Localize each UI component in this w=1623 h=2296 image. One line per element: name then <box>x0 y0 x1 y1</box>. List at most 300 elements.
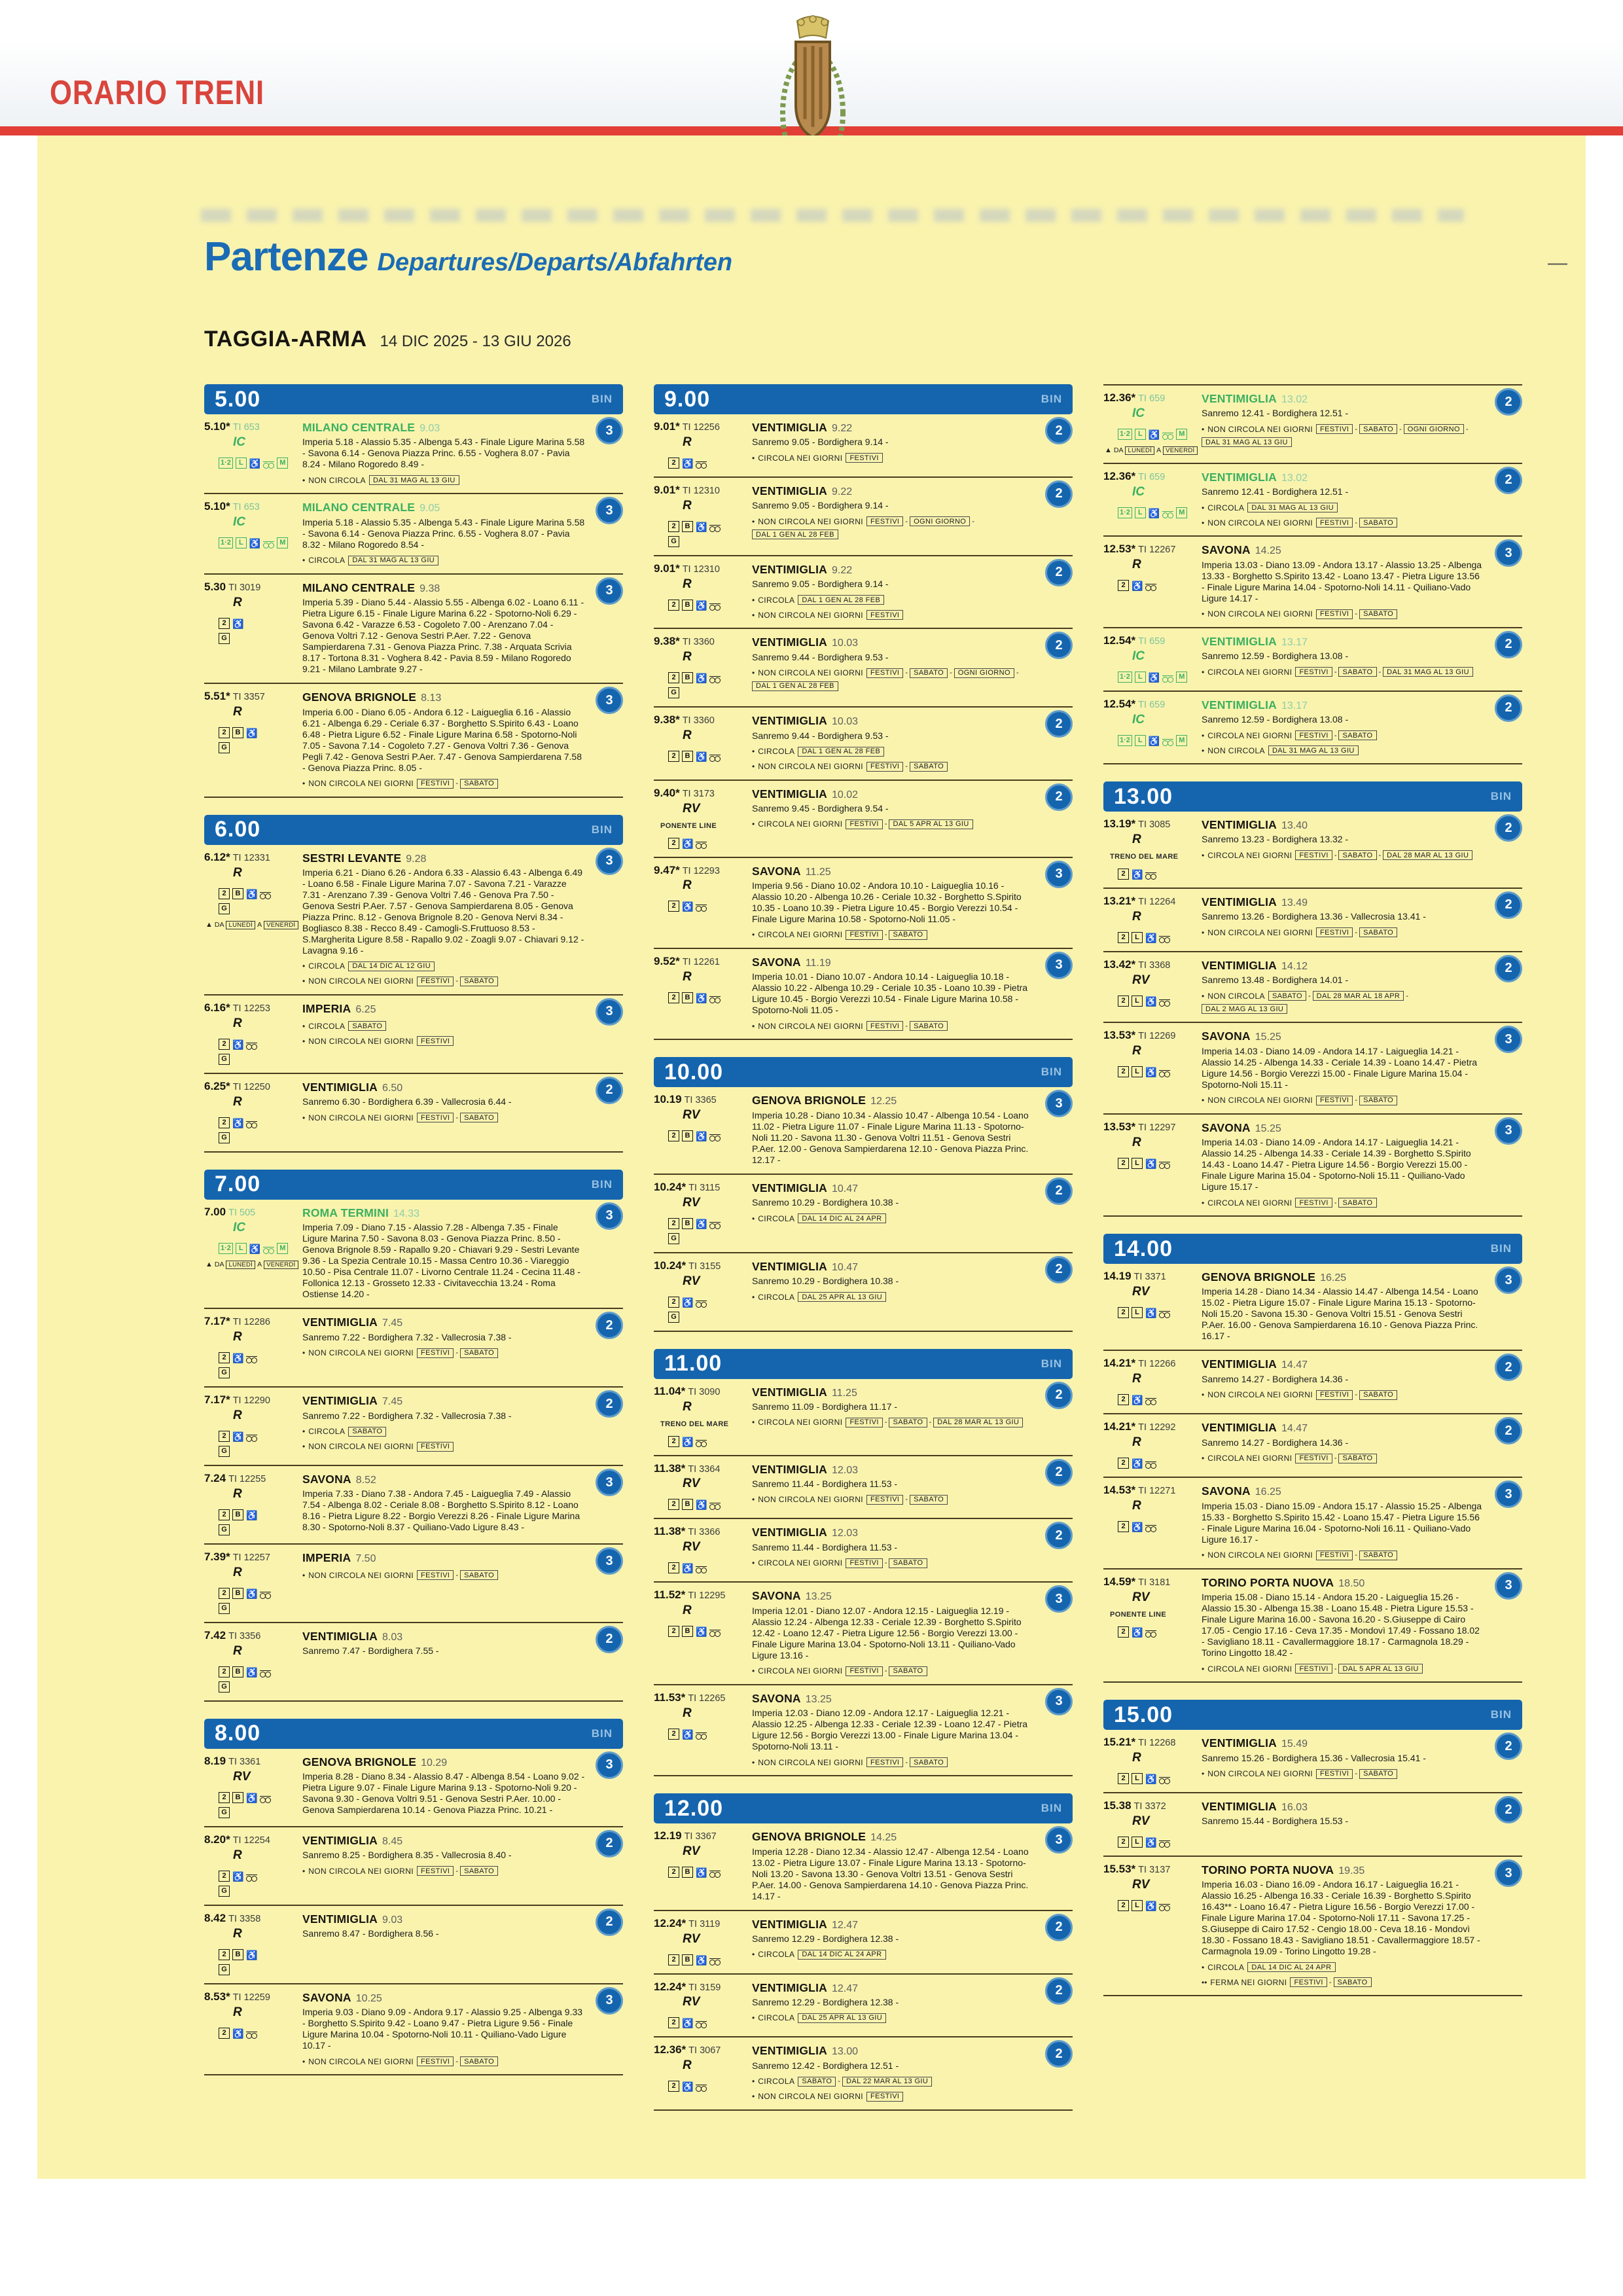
train-type-badge: R <box>683 969 692 984</box>
timetable-entry <box>204 1623 623 1702</box>
note-bullet-icon: • <box>752 516 755 526</box>
regional-g-icon: G <box>219 1367 230 1378</box>
departure-time: 10.19 <box>654 1093 682 1106</box>
service-note <box>1202 1551 1484 1560</box>
note-tag: FESTIVI <box>846 1666 882 1676</box>
tag-joiner: - <box>1016 669 1019 677</box>
bike-icon <box>709 676 721 683</box>
timetable-entry <box>204 1984 623 2075</box>
train-type-badge: RV <box>683 1108 700 1122</box>
note-label: CIRCOLA <box>758 595 795 605</box>
hour-section <box>204 1170 623 1702</box>
entry-detail <box>302 852 623 986</box>
intermediate-stops: Imperia 10.28 - Diano 10.34 - Alassio 10.47 - Albenga 10.54 - Loano 11.02 - Pietra Ligure 11.07 - Finale Ligure Marina 11.13 - Spotorno-Noli 11.20 - Savona 11.30 - Genova Voltri 11.51 - Genova Sestri P.Aer. 12.00 - Genova Sampierdarena 12.10 - Genova Piazza Princ. 12.17 - <box>752 1109 1029 1165</box>
entry-detail <box>302 691 623 788</box>
intermediate-stops: Sanremo 9.45 - Bordighera 9.54 - <box>752 802 889 814</box>
tag-joiner: - <box>1355 928 1358 937</box>
note-label: CIRCOLA NEI GIORNI <box>758 1666 843 1676</box>
train-type-badge: RV <box>683 1540 700 1554</box>
tag-joiner: - <box>1355 1391 1358 1399</box>
note-tag: SABATO <box>1359 1390 1397 1400</box>
timetable-entry <box>654 1823 1073 1910</box>
tag-joiner: - <box>1334 851 1337 859</box>
timetable-entry <box>204 1309 623 1388</box>
weekday-tag: VENERDÌ <box>1163 446 1197 455</box>
amenity-icons <box>219 618 302 629</box>
departure-time: 11.52* <box>654 1588 686 1602</box>
note-label: NON CIRCOLA NEI GIORNI <box>308 977 414 986</box>
note-bullet-icon: • <box>302 2056 306 2066</box>
intermediate-stops: Sanremo 9.05 - Bordighera 9.14 - <box>752 500 889 511</box>
departure-time: 14.19 <box>1103 1270 1132 1283</box>
service-note <box>752 747 1035 757</box>
note-tag: SABATO <box>1359 609 1397 619</box>
tag-joiner: - <box>455 1349 459 1357</box>
bike-icon <box>696 461 707 469</box>
destination: MILANO CENTRALE <box>302 421 416 434</box>
platform-badge: 2 <box>1495 814 1522 842</box>
train-type-badge: RV <box>1132 1877 1150 1892</box>
amenity-icons <box>1118 869 1202 880</box>
timetable-column <box>654 384 1073 2111</box>
intermediate-stops: Sanremo 12.41 - Bordighera 12.51 - <box>1202 408 1349 419</box>
note-tag: OGNI GIORNO <box>1404 424 1464 434</box>
second-class-icon: 2 <box>668 1130 679 1141</box>
wheelchair-icon: ♿ <box>1132 1458 1143 1469</box>
train-type-badge: R <box>233 1094 242 1109</box>
intermediate-stops: Imperia 15.08 - Diano 15.14 - Andora 15.20 - Laigueglia 15.26 - Alassio 15.30 - Albenga 15.38 - Loano 15.48 - Pietra Ligure 15.53 - Finale Ligure Marina 16.00 - Savona 16.20 - S.Giuseppe di Cairo 17.05 - Cengio 17.16 - Ceva 17.35 - Mondovì 17.49 - Fossano 18.02 - Savigliano 18.11 - Cavallermaggiore 18.17 - Carmagnola 18.29 - Torino Lingotto 18.42 - <box>1202 1592 1480 1659</box>
service-note <box>1202 1664 1484 1674</box>
train-type-badge: R <box>233 705 242 719</box>
timetable-entry <box>1103 692 1522 764</box>
tag-joiner: - <box>1334 731 1337 740</box>
note-tag: DAL 2 MAG AL 13 GIU <box>1202 1004 1287 1014</box>
note-tag: DAL 31 MAG AL 13 GIU <box>1383 667 1473 677</box>
train-code: TI 3356 <box>228 1630 261 1641</box>
second-class-icon: 2 <box>668 457 679 469</box>
hour-label: 15.00 <box>1114 1702 1173 1727</box>
note-tag: SABATO <box>460 2056 498 2066</box>
train-code: TI 3115 <box>688 1182 721 1193</box>
platform-badge: 2 <box>1495 1354 1522 1381</box>
destination: IMPERIA <box>302 1551 351 1565</box>
timetable-entry <box>1103 1023 1522 1114</box>
bike-icon <box>709 996 721 1003</box>
entry-detail <box>752 2044 1073 2101</box>
note-label: NON CIRCOLA NEI GIORNI <box>758 762 864 772</box>
wheelchair-icon: ♿ <box>1132 1626 1143 1638</box>
note-tag: FESTIVI <box>1295 730 1332 740</box>
entry-detail <box>302 1081 623 1143</box>
note-label: NON CIRCOLA NEI GIORNI <box>1207 1551 1313 1560</box>
fold-mark: — <box>1548 252 1567 274</box>
train-code: TI 3371 <box>1133 1272 1166 1283</box>
tag-joiner: - <box>905 762 908 771</box>
departure-time: 7.42 <box>204 1628 226 1641</box>
train-subline: PONENTE LINE <box>660 821 717 830</box>
note-tag: FESTIVI <box>866 1495 903 1505</box>
timetable-entry <box>654 1379 1073 1456</box>
note-tag: DAL 1 GEN AL 28 FEB <box>752 681 838 691</box>
service-class-icon: B <box>682 1130 693 1141</box>
destination: VENTIMIGLIA <box>302 1833 378 1847</box>
platform-badge: 2 <box>1045 1977 1073 2005</box>
note-bullet-icon: • <box>752 1021 755 1031</box>
hour-header <box>654 1057 1073 1087</box>
hour-label: 10.00 <box>664 1059 724 1085</box>
entry-detail <box>1202 543 1522 619</box>
regional-g-icon: G <box>668 687 679 698</box>
train-type-badge: R <box>1132 1372 1141 1386</box>
minibar-icon: M <box>1176 735 1187 746</box>
note-tag: DAL 31 MAG AL 13 GIU <box>348 556 438 565</box>
second-class-icon: 2 <box>1118 1773 1129 1784</box>
minibar-icon: M <box>277 537 288 548</box>
hour-header <box>204 384 623 414</box>
weekday-note-text: DA <box>1113 446 1124 455</box>
amenity-icons <box>1118 1458 1202 1469</box>
wheelchair-icon: ♿ <box>232 1039 244 1050</box>
second-class-icon: 2 <box>668 992 679 1003</box>
amenity-icons <box>219 1039 302 1050</box>
platform-badge: 3 <box>596 1469 623 1496</box>
bike-icon <box>246 1043 257 1050</box>
note-tag: FESTIVI <box>1316 609 1353 619</box>
timetable-entry <box>204 1545 623 1623</box>
note-tag: FESTIVI <box>1290 1977 1327 1987</box>
timetable-entry <box>1103 1115 1522 1217</box>
entry-detail <box>752 1981 1073 2029</box>
entry-train-info <box>204 1630 302 1693</box>
amenity-icons <box>219 1588 302 1599</box>
entry-train-info <box>1103 1420 1205 1469</box>
amenity-icons <box>1118 1158 1202 1169</box>
intermediate-stops: Imperia 15.03 - Diano 15.09 - Andora 15.17 - Alassio 15.25 - Albenga 15.33 - Borghetto S.Spirito 15.42 - Loano 15.47 - Pietra Ligure 15.56 - Finale Ligure Marina 16.04 - Spotorno-Noli 16.11 - Quiliano-Vado Ligure 16.17 - <box>1202 1500 1482 1545</box>
note-tag: FESTIVI <box>417 977 454 986</box>
service-note <box>752 1757 1035 1767</box>
wheelchair-icon: ♿ <box>246 1949 258 1960</box>
platform-badge: 2 <box>596 1390 623 1418</box>
departure-time: 14.21* <box>1103 1420 1136 1433</box>
entry-detail <box>1202 1030 1522 1105</box>
arrival-time: 16.25 <box>1320 1272 1347 1284</box>
entry-detail <box>302 1630 623 1693</box>
train-type-badge: R <box>233 595 242 609</box>
tag-joiner: - <box>838 2077 841 2086</box>
note-bullet-icon: • <box>752 1558 755 1568</box>
arrival-time: 9.38 <box>419 583 440 594</box>
destination: VENTIMIGLIA <box>752 1462 827 1476</box>
weekday-note-text: DA <box>214 1261 224 1269</box>
note-tag: DAL 25 APR AL 13 GIU <box>798 1292 886 1302</box>
service-note <box>1202 745 1484 755</box>
service-note <box>752 2092 1035 2102</box>
note-tag: FESTIVI <box>417 1866 454 1876</box>
intermediate-stops: Imperia 14.03 - Diano 14.09 - Andora 14.17 - Laigueglia 14.21 - Alassio 14.25 - Albenga 14.33 - Ceriale 14.39 - Borghetto S.Spirito 14.43 - Loano 14.47 - Pietra Ligure 14.56 - Borgio Verezzi 15.00 - Finale Ligure Marina 15.04 - Spotorno-Noli 15.11 - Quiliano-Vado Ligure 15.17 - <box>1202 1137 1471 1193</box>
bike-icon <box>1145 584 1156 591</box>
wheelchair-icon: ♿ <box>249 457 261 469</box>
first-second-class-icon: 1·2 <box>1118 507 1132 518</box>
second-class-icon: 2 <box>668 1218 679 1229</box>
page-title: ORARIO TRENI <box>50 74 264 112</box>
note-bullet-icon: • <box>752 1950 755 1960</box>
hour-section <box>204 1719 623 2075</box>
entry-train-info <box>654 714 752 771</box>
departure-time: 6.12* <box>204 850 230 863</box>
service-note <box>752 819 1035 829</box>
intermediate-stops: Sanremo 7.22 - Bordighera 7.32 - Vallecrosia 7.38 - <box>302 1410 512 1421</box>
validity-dates: 14 DIC 2025 - 13 GIU 2026 <box>380 332 571 350</box>
entry-train-info <box>654 1589 752 1676</box>
arrival-time: 10.03 <box>831 716 859 728</box>
train-code: TI 12266 <box>1138 1359 1176 1370</box>
entry-train-info <box>204 1834 302 1897</box>
note-tag: DAL 28 MAR AL 13 GIU <box>933 1418 1023 1427</box>
second-class-icon: 2 <box>668 672 679 683</box>
hour-header <box>654 1793 1073 1823</box>
entry-train-info <box>1103 1029 1205 1105</box>
arrival-time: 10.02 <box>831 789 859 800</box>
intermediate-stops: Imperia 16.03 - Diano 16.09 - Andora 16.17 - Laigueglia 16.21 - Alassio 16.25 - Albenga 16.33 - Ceriale 16.39 - Borghetto S.Spirito 16.43** - Loano 16.47 - Pietra Ligure 16.56 - Borgio Verezzi 17.00 - Finale Ligure Marina 17.04 - Spotorno-Noli 17.11 - Savona 17.25 - S.Giuseppe di Cairo 17.52 - Cengio 18.00 - Ceva 18.16 - Mondovì 18.30 - Fossano 18.43 - Savigliano 18.51 - Cavallermaggiore 18.57 - Carmagnola 19.09 - Torino Lingotto 19.28 - <box>1202 1879 1480 1957</box>
hour-section <box>654 1057 1073 1331</box>
intermediate-stops: Imperia 12.01 - Diano 12.07 - Andora 12.15 - Laigueglia 12.19 - Alassio 12.24 - Albenga 12.33 - Ceriale 12.39 - Borghetto S.Spirito 12.42 - Loano 12.47 - Pietra Ligure 12.56 - Borgio Verezzi 13.00 - Finale Ligure Marina 13.04 - Spotorno-Noli 13.11 - Quiliano-Vado Ligure 13.16 - <box>752 1605 1022 1660</box>
second-class-icon: 2 <box>668 2081 679 2092</box>
amenity-icons <box>1118 1900 1202 1911</box>
destination: VENTIMIGLIA <box>302 1080 378 1094</box>
destination: VENTIMIGLIA <box>1202 392 1277 405</box>
train-code: TI 12286 <box>232 1317 270 1328</box>
amenity-icons <box>668 2081 752 2092</box>
platform-badge: 3 <box>1495 1859 1522 1887</box>
departure-time: 8.20* <box>204 1833 230 1846</box>
entry-detail <box>752 714 1073 771</box>
service-note <box>302 779 585 789</box>
triangle-icon: ▲ <box>205 921 213 929</box>
arrival-time: 7.45 <box>382 1318 403 1329</box>
train-type-badge: RV <box>683 1274 700 1288</box>
destination: SAVONA <box>752 1691 801 1705</box>
wheelchair-icon: ♿ <box>682 838 694 849</box>
platform-badge: 3 <box>1045 952 1073 979</box>
amenity-icons <box>668 992 752 1003</box>
tag-joiner: - <box>1334 1454 1337 1463</box>
bike-icon <box>1159 1070 1170 1077</box>
second-class-icon: 2 <box>219 1431 230 1442</box>
entry-train-info <box>204 1991 302 2066</box>
service-note <box>752 1418 1035 1427</box>
train-type-badge: R <box>1132 1435 1141 1450</box>
amenity-icons <box>1118 735 1202 746</box>
train-type-badge: R <box>683 1706 692 1720</box>
bike-icon <box>1162 511 1173 518</box>
regional-g-icon: G <box>219 1886 230 1897</box>
triangle-icon: ▲ <box>1105 446 1112 455</box>
hour-section <box>654 384 1073 1040</box>
entry-detail <box>1202 959 1522 1014</box>
destination: SAVONA <box>752 864 801 878</box>
wheelchair-icon: ♿ <box>1145 1774 1157 1785</box>
entry-detail <box>1202 1357 1522 1405</box>
note-tag: DAL 31 MAG AL 13 GIU <box>1268 745 1359 755</box>
arrival-time: 9.28 <box>406 853 427 865</box>
wheelchair-icon: ♿ <box>1132 1395 1143 1406</box>
entry-detail <box>1202 895 1522 943</box>
intermediate-stops: Sanremo 12.59 - Bordighera 13.08 - <box>1202 651 1349 662</box>
note-bullet-icon: • <box>302 961 306 971</box>
train-code: TI 12253 <box>232 1003 270 1014</box>
departure-time: 12.54* <box>1103 697 1136 710</box>
timetable-entry <box>204 575 623 684</box>
train-subline: TRENO DEL MARE <box>1110 852 1179 861</box>
arrival-time: 16.03 <box>1281 1802 1308 1814</box>
service-class-icon: B <box>232 727 243 738</box>
note-bullet-icon: • <box>752 762 755 772</box>
intermediate-stops: Imperia 5.18 - Alassio 5.35 - Albenga 5.43 - Finale Ligure Marina 5.58 - Savona 6.14 - Genova Piazza Princ. 6.55 - Voghera 8.07 - Pavia 8.24 - Milano Rogoredo 8.49 - <box>302 437 585 470</box>
train-code: TI 3364 <box>688 1463 721 1475</box>
note-tag: DAL 14 DIC AL 12 GIU <box>348 961 435 971</box>
arrival-time: 9.03 <box>382 1914 403 1926</box>
hour-section <box>1103 1700 1522 1996</box>
service-class-icon: L <box>1135 507 1146 518</box>
departure-time: 11.38* <box>654 1462 686 1475</box>
entry-train-info <box>204 421 302 485</box>
train-code: TI 3372 <box>1133 1801 1166 1812</box>
destination: VENTIMIGLIA <box>752 1181 827 1194</box>
destination: GENOVA BRIGNOLE <box>752 1830 866 1844</box>
platform-badge: 3 <box>1045 1688 1073 1715</box>
amenity-icons <box>668 1436 752 1447</box>
departure-time: 15.21* <box>1103 1736 1136 1749</box>
service-note <box>1202 609 1484 619</box>
intermediate-stops: Sanremo 15.44 - Bordighera 15.53 - <box>1202 1816 1349 1827</box>
train-code: TI 12271 <box>1138 1486 1176 1497</box>
arrival-time: 6.25 <box>355 1003 376 1015</box>
hour-label: 12.00 <box>664 1795 724 1821</box>
entry-train-info <box>654 636 752 698</box>
train-code: TI 3067 <box>688 2045 721 2056</box>
tag-joiner: - <box>884 1667 887 1676</box>
timetable-entry <box>654 781 1073 858</box>
timetable-entry <box>654 1519 1073 1583</box>
wheelchair-icon: ♿ <box>1145 932 1157 943</box>
timetable-entry <box>1103 1351 1522 1414</box>
departure-time: 7.17* <box>204 1393 230 1407</box>
train-type-badge: IC <box>1132 406 1145 420</box>
tag-joiner: - <box>455 1571 459 1579</box>
destination: MILANO CENTRALE <box>302 501 416 514</box>
train-type-badge: RV <box>233 1769 251 1784</box>
note-bullet-icon: • <box>752 747 755 757</box>
arrival-time: 15.49 <box>1281 1738 1308 1750</box>
intermediate-stops: Sanremo 13.23 - Bordighera 13.32 - <box>1202 834 1349 845</box>
bin-label: BIN <box>591 1727 613 1740</box>
service-note <box>1202 1096 1484 1105</box>
intermediate-stops: Imperia 7.09 - Diano 7.15 - Alassio 7.28 - Albenga 7.35 - Finale Ligure Marina 7.50 - Savona 8.03 - Genova Piazza Princ. 8.50 - Genova Brignole 8.59 - Rapallo 9.20 - Chiavari 9.29 - Sestri Levante 9.36 - La Spezia Centrale 10.15 - Massa Centro 10.36 - Viareggio 10.50 - Pisa Centrale 11.07 - Livorno Centrale 11.24 - Cecina 11.48 - Follonica 12.13 - Grosseto 12.33 - Civitavecchia 13.24 - Roma Ostiense 14.20 - <box>302 1222 580 1300</box>
note-tag: FESTIVI <box>1295 1664 1332 1674</box>
timetable-entry <box>654 1087 1073 1174</box>
platform-badge: 3 <box>1495 539 1522 567</box>
note-label: NON CIRCOLA NEI GIORNI <box>758 1495 864 1505</box>
destination: SAVONA <box>302 1990 351 2004</box>
note-tag: DAL 5 APR AL 13 GIU <box>1338 1664 1422 1674</box>
timetable-entry <box>654 414 1073 478</box>
second-class-icon: 2 <box>219 1949 230 1960</box>
station-line <box>204 327 571 352</box>
note-tag: SABATO <box>910 762 948 772</box>
entry-train-info <box>204 852 302 986</box>
entry-train-info <box>1103 1736 1205 1785</box>
service-class-icon: L <box>1132 1307 1143 1318</box>
departure-time: 13.53* <box>1103 1029 1136 1042</box>
intermediate-stops: Sanremo 11.09 - Bordighera 11.17 - <box>752 1401 898 1412</box>
second-class-icon: 2 <box>668 1436 679 1447</box>
weekday-note <box>205 1261 302 1269</box>
bike-icon <box>1162 739 1173 746</box>
departure-time: 8.42 <box>204 1911 226 1924</box>
note-tag: DAL 31 MAG AL 13 GIU <box>1202 437 1292 447</box>
amenity-icons <box>668 1499 752 1510</box>
hour-label: 6.00 <box>215 817 261 842</box>
note-label: NON CIRCOLA NEI GIORNI <box>758 1021 864 1031</box>
note-bullet-icon: • <box>302 1570 306 1580</box>
destination: VENTIMIGLIA <box>1202 1736 1277 1750</box>
timetable-entry <box>204 414 623 494</box>
arrival-time: 15.25 <box>1255 1122 1281 1134</box>
first-second-class-icon: 1·2 <box>219 457 233 469</box>
note-bullet-icon: • <box>302 556 306 565</box>
amenity-icons <box>1118 580 1202 591</box>
departure-time: 13.21* <box>1103 894 1136 907</box>
entry-detail <box>1202 1421 1522 1469</box>
hour-label: 7.00 <box>215 1172 261 1197</box>
intermediate-stops: Sanremo 7.47 - Bordighera 7.55 - <box>302 1645 439 1657</box>
note-tag: SABATO <box>1359 424 1397 434</box>
service-note <box>752 1558 1035 1568</box>
departure-time: 9.01* <box>654 483 680 496</box>
note-tag: SABATO <box>1338 850 1376 860</box>
platform-badge: 3 <box>596 848 623 875</box>
tag-joiner: - <box>1465 425 1469 433</box>
train-type-badge: R <box>683 435 692 449</box>
platform-badge: 2 <box>1045 1382 1073 1409</box>
note-label: CIRCOLA NEI GIORNI <box>1207 1198 1293 1208</box>
intermediate-stops: Imperia 9.03 - Diano 9.09 - Andora 9.17 - Alassio 9.25 - Albenga 9.33 - Borghetto S.Spirito 9.42 - Loano 9.47 - Pietra Ligure 9.56 - Finale Ligure Marina 10.04 - Spotorno-Noli 10.11 - Quiliano-Vado Ligure 10.17 - <box>302 2007 583 2051</box>
second-class-icon: 2 <box>1118 1307 1129 1318</box>
note-tag: SABATO <box>1334 1977 1372 1987</box>
intermediate-stops: Sanremo 6.30 - Bordighera 6.39 - Vallecrosia 6.44 - <box>302 1096 512 1107</box>
train-type-badge: R <box>1132 1751 1141 1765</box>
platform-badge: 3 <box>1495 1572 1522 1600</box>
destination: VENTIMIGLIA <box>1202 895 1277 908</box>
note-tag: FESTIVI <box>1316 927 1353 937</box>
bike-icon <box>1159 1311 1170 1318</box>
hour-header <box>654 1349 1073 1379</box>
service-note <box>752 762 1035 772</box>
bike-icon <box>1145 1398 1156 1405</box>
amenity-icons <box>219 1666 302 1677</box>
service-class-icon: L <box>236 537 247 548</box>
weekday-tag: LUNEDÌ <box>1125 446 1154 455</box>
weekday-tag: VENERDÌ <box>264 921 298 929</box>
wheelchair-icon: ♿ <box>1148 507 1160 518</box>
destination: VENTIMIGLIA <box>752 1981 827 1994</box>
service-class-icon: B <box>232 1949 243 1960</box>
wheelchair-icon: ♿ <box>1145 1067 1157 1078</box>
regional-g-icon: G <box>219 1132 230 1143</box>
tag-joiner: - <box>972 517 974 526</box>
entry-detail <box>302 1834 623 1897</box>
entry-detail <box>752 1181 1073 1244</box>
